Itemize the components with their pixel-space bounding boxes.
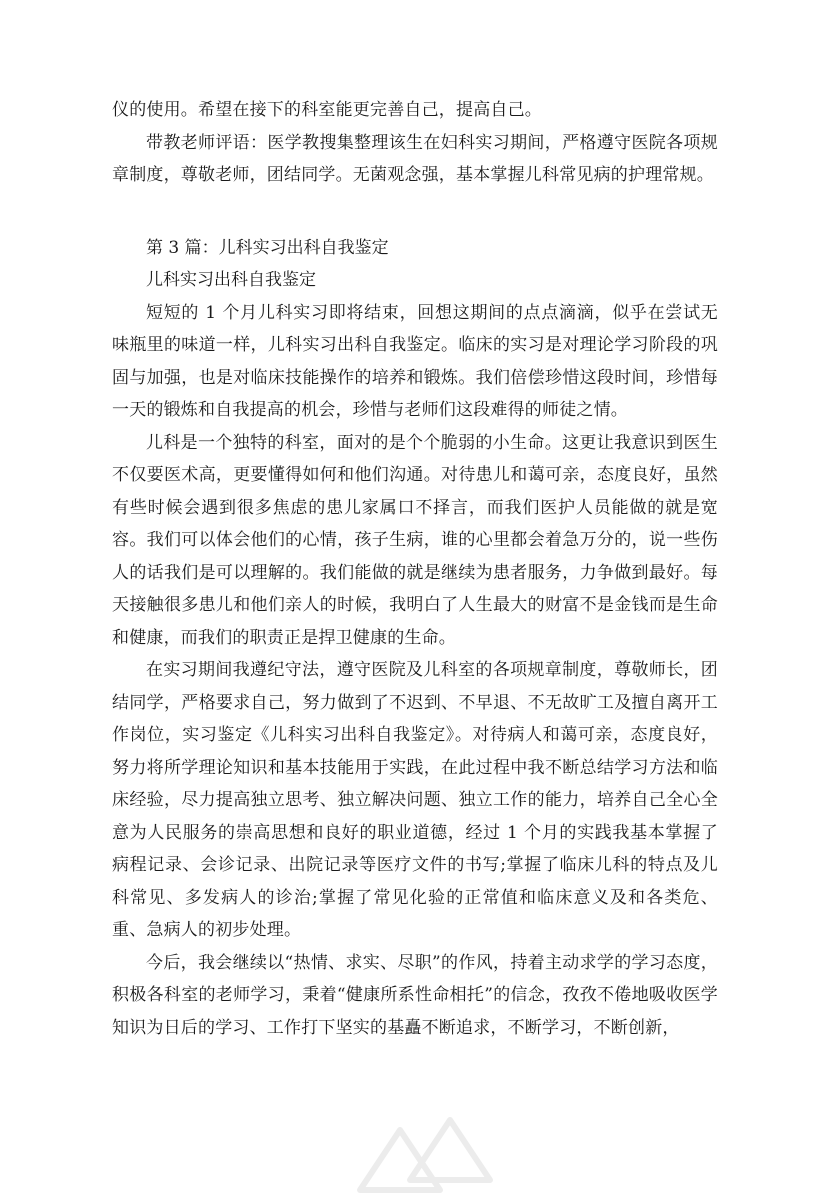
paragraph-2: 儿科是一个独特的科室，面对的是个个脆弱的小生命。这更让我意识到医生不仅要医术高，更要懂得如何和他们沟通。对待患儿和蔼可亲，态度良好，虽然有些时候会遇到很多焦虑的患儿家属口不择言，而我们医护人员能做的就是宽容。我们可以体会他们的心情，孩子生病，谁的心里都会着急万分的，说一些伤人的话我们是可以理解的。我们能做的就是继续为患者服务，力争做到最好。每天接触很多患儿和他们亲人的时候，我明白了人生最大的财富不是金钱而是生命和健康，而我们的职责正是捍卫健康的生命。	[112, 432, 718, 648]
intro-fragment: 仪的使用。希望在接下的科室能更完善自己，提高自己。	[112, 100, 542, 120]
paragraph-3: 在实习期间我遵纪守法，遵守医院及儿科室的各项规章制度，尊敬师长，团结同学，严格要求自己，努力做到了不迟到、不早退、不无故旷工及擅自离开工作岗位，实习鉴定《儿科实习出科自我鉴定》。对待病人和蔼可亲，态度良好，努力将所学理论知识和基本技能用于实践，在此过程中我不断总结学习方法和临床经验，尽力提高独立思考、独立解决问题、独立工作的能力，培养自己全心全意为人民服务的崇高思想和良好的职业道德，经过 1 个月的实践我基本掌握了病程记录、会诊记录、出院记录等医疗文件的书写;掌握了临床儿科的特点及儿科常见、多发病人的诊治;掌握了常见化验的正常值和临床意义及和各类危、重、急病人的初步处理。	[112, 660, 718, 940]
section-gap	[112, 192, 718, 232]
teacher-comment: 带教老师评语：医学教搜集整理该生在妇科实习期间，严格遵守医院各项规章制度，尊敬老师，团结同学。无菌观念强，基本掌握儿科常见病的护理常规。	[112, 132, 718, 185]
paragraph-1: 短短的 1 个月儿科实习即将结束，回想这期间的点点滴滴，似乎在尝试无味瓶里的味道一样，儿科实习出科自我鉴定。临床的实习是对理论学习阶段的巩固与加强，也是对临床技能操作的培养和锻炼。我们倍偿珍惜这段时间，珍惜每一天的锻炼和自我提高的机会，珍惜与老师们这段难得的师徒之情。	[112, 302, 718, 420]
document-body	[112, 94, 718, 1044]
section-title: 儿科实习出科自我鉴定	[146, 270, 316, 290]
watermark-icon	[300, 1080, 540, 1200]
paragraph-4: 今后，我会继续以“热情、求实、尽职”的作风，持着主动求学的学习态度，积极各科室的老师学习，秉着“健康所系性命相托”的信念，孜孜不倦地吸收医学知识为日后的学习、工作打下坚实的基矗不断追求，不断学习，不断创新，	[112, 952, 718, 1038]
section-heading: 第 3 篇：儿科实习出科自我鉴定	[146, 237, 389, 258]
